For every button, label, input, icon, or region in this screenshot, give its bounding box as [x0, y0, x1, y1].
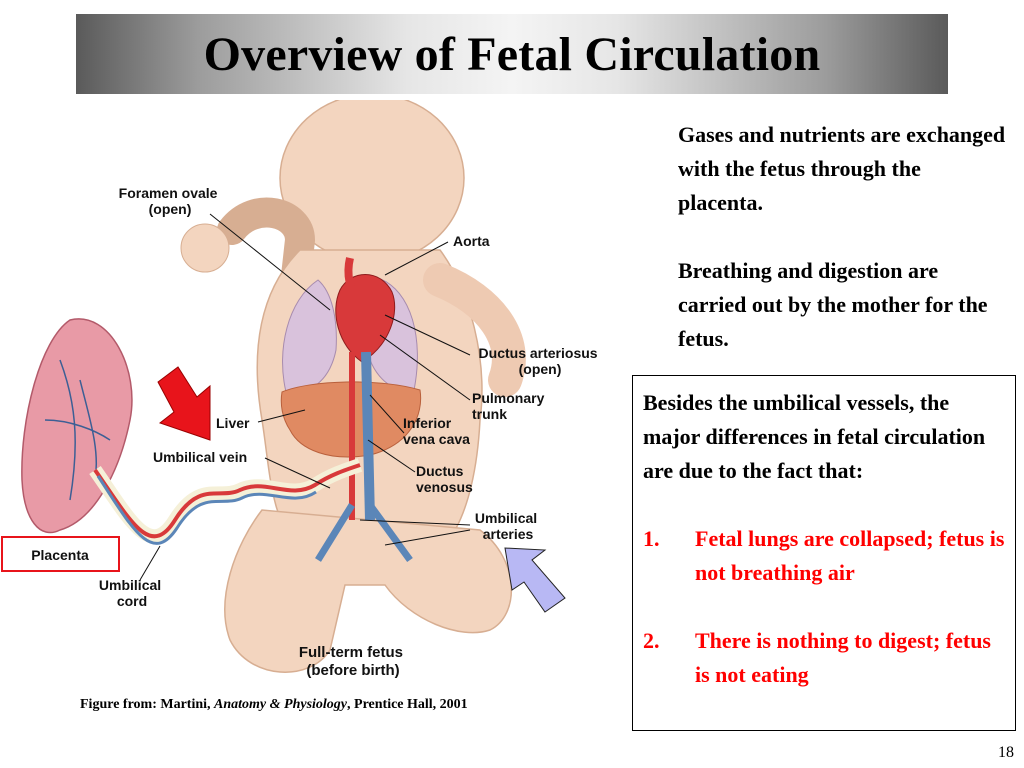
red-arrow [158, 367, 210, 440]
label-foramen-ovale: Foramen ovale (open) [118, 185, 218, 217]
list-item-number: 2. [643, 628, 660, 653]
label-ductus-arteriosus: Ductus arteriosus (open) [478, 345, 598, 377]
caption-book-title: Anatomy & Physiology [214, 697, 348, 712]
fetus-fist [181, 224, 229, 272]
label-placenta: Placenta [31, 547, 89, 563]
list-item-text: There is nothing to digest; fetus is not eating [695, 628, 991, 687]
inferior-vena-cava-vessel [366, 352, 370, 520]
label-umbilical-cord: Umbilical cord [98, 577, 162, 609]
label-aorta: Aorta [453, 233, 490, 249]
list-item-number: 1. [643, 526, 660, 551]
blue-arrow [505, 548, 565, 612]
title-banner [76, 14, 948, 94]
list-item [643, 522, 1005, 590]
differences-list [643, 522, 1005, 692]
summary-notes [678, 118, 1008, 390]
label-fetus: Full-term fetus (before birth) [298, 644, 404, 679]
figure-caption [80, 697, 468, 713]
page-number: 18 [998, 744, 1014, 761]
label-liver: Liver [216, 415, 250, 431]
slide-title: Overview of Fetal Circulation [203, 27, 821, 81]
note-gases-nutrients: Gases and nutrients are exchanged with the fetus through the placenta. [678, 122, 1006, 215]
caption-suffix: , Prentice Hall, 2001 [347, 697, 468, 712]
list-item-text: Fetal lungs are collapsed; fetus is not breathing air [695, 526, 1005, 585]
note-breathing-digestion: Breathing and digestion are carried out by the mother for the fetus. [678, 258, 988, 351]
list-item [643, 624, 1005, 692]
label-umbilical-arteries: Umbilical arteries [474, 510, 538, 542]
fetal-circulation-diagram [0, 100, 640, 700]
caption-prefix: Figure from: Martini, [80, 697, 215, 712]
label-inferior-vena-cava: Inferior vena cava [403, 415, 470, 447]
label-pulmonary-trunk: Pulmonary trunk [472, 390, 545, 422]
label-umbilical-vein: Umbilical vein [153, 449, 248, 465]
differences-box [632, 375, 1016, 731]
label-ductus-venosus: Ductus venosus [416, 463, 473, 495]
differences-intro: Besides the umbilical vessels, the major differences in fetal circulation are due to the fact that: [643, 390, 986, 483]
